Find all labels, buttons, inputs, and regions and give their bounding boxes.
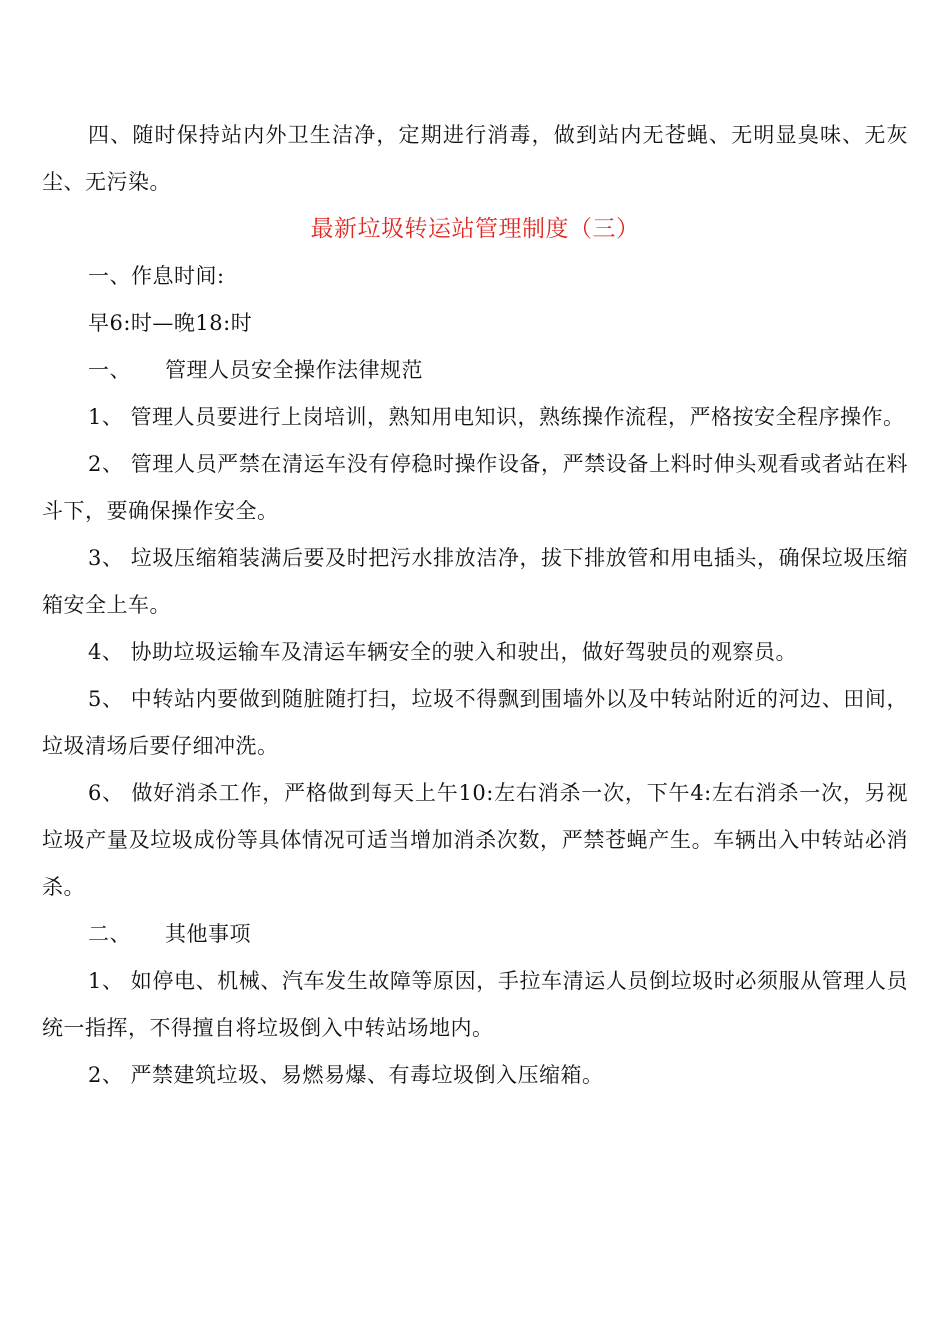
section-number: 二、 [88,922,131,946]
safety-item: 2、 管理人员严禁在清运车没有停稳时操作设备，严禁设备上料时伸头观看或者站在料斗下，要确保操作安全。 [42,452,908,523]
section-heading-work-hours: 一、作息时间: [88,264,225,288]
safety-item: 5、 中转站内要做到随脏随打扫，垃圾不得飘到围墙外以及中转站附近的河边、田间，垃圾清场后要仔细冲洗。 [42,687,908,758]
section-heading-text: 其他事项 [165,922,251,946]
section-number: 一、 [88,358,131,382]
work-hours-content: 早6:时—晚18:时 [88,311,253,335]
document-title: 最新垃圾转运站管理制度（三） [310,216,640,242]
document-page [42,112,908,1099]
safety-item: 3、 垃圾压缩箱装满后要及时把污水排放洁净，拔下排放管和用电插头，确保垃圾压缩箱安全上车。 [42,546,908,617]
intro-paragraph: 四、随时保持站内外卫生洁净，定期进行消毒，做到站内无苍蝇、无明显臭味、无灰尘、无污染。 [42,123,908,194]
safety-item: 4、 协助垃圾运输车及清运车辆安全的驶入和驶出，做好驾驶员的观察员。 [88,640,798,664]
section-heading-safety [42,347,908,394]
safety-item: 6、 做好消杀工作，严格做到每天上午10:左右消杀一次，下午4:左右消杀一次，另视垃圾产量及垃圾成份等具体情况可适当增加消杀次数，严禁苍蝇产生。车辆出入中转站必消杀。 [42,781,908,899]
other-item: 1、 如停电、机械、汽车发生故障等原因，手拉车清运人员倒垃圾时必须服从管理人员统一指挥，不得擅自将垃圾倒入中转站场地内。 [42,969,908,1040]
other-item: 2、 严禁建筑垃圾、易燃易爆、有毒垃圾倒入压缩箱。 [88,1063,604,1087]
section-heading-other [42,911,908,958]
section-heading-text: 管理人员安全操作法律规范 [165,358,423,382]
safety-item: 1、 管理人员要进行上岗培训，熟知用电知识，熟练操作流程，严格按安全程序操作。 [88,405,905,429]
